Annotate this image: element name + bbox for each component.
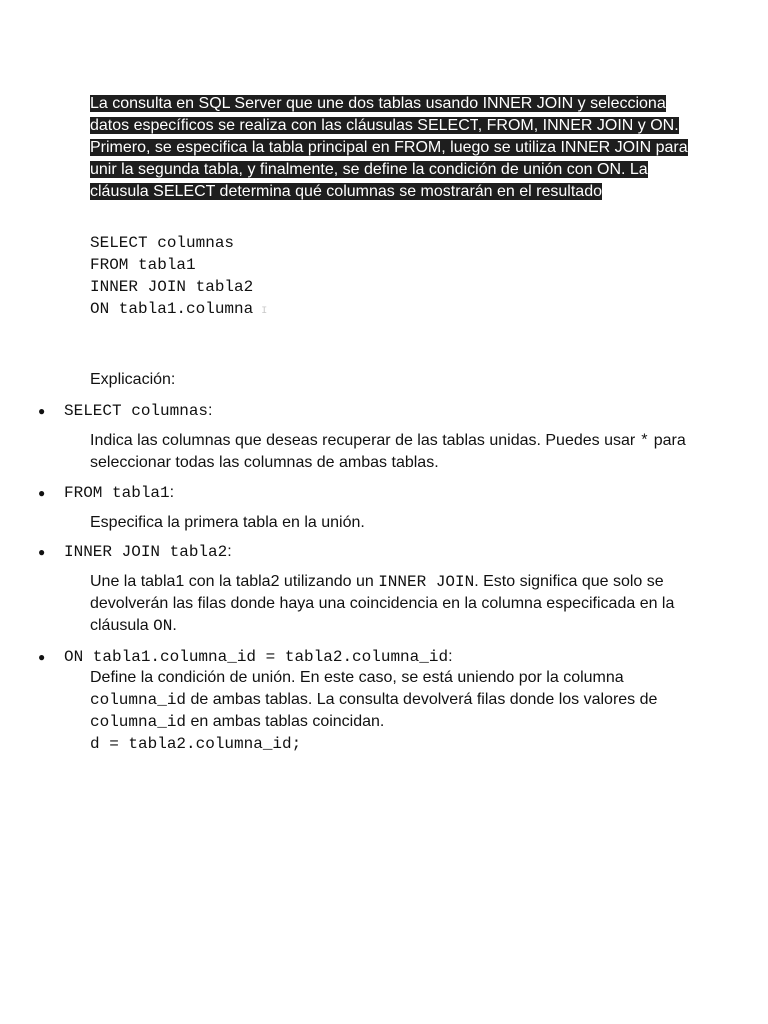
intro-text-3: , [477, 117, 487, 134]
bullet-head-code: FROM tabla1 [64, 484, 170, 502]
bullet-desc-on [90, 667, 690, 755]
intro-text-10: determina qué columnas se mostrarán en el resultado [215, 183, 602, 200]
desc-text: Define la condición de unión. En este caso, se está uniendo por la columna [90, 669, 624, 686]
intro-text-5: y [633, 117, 651, 134]
bullet-dot-icon: ● [38, 545, 46, 559]
bullet-head-suffix: : [208, 402, 213, 419]
desc-text: Une la tabla1 con la tabla2 utilizando un [90, 573, 379, 590]
desc-code: ON [153, 617, 173, 635]
intro-text-2: y selecciona datos específicos se realiza con las cláusulas [90, 95, 666, 134]
code-line-1: SELECT columnas [90, 234, 235, 252]
desc-trailing-code: d = tabla2.columna_id; [90, 735, 302, 753]
bullet-head-suffix: : [448, 648, 453, 665]
bullet-desc-from [90, 512, 690, 534]
explanation-heading: Explicación: [90, 371, 176, 388]
intro-code-select: SELECT [417, 117, 478, 134]
bullet-head [64, 541, 232, 563]
bullet-dot-icon: ● [38, 404, 46, 418]
code-line-3: INNER JOIN tabla2 [90, 278, 254, 296]
bullet-head [64, 482, 174, 504]
code-line-2: FROM tabla1 [90, 256, 196, 274]
desc-code: * [639, 432, 650, 450]
bullet-head-suffix: : [227, 543, 232, 560]
intro-code-inner-join: INNER JOIN [482, 95, 574, 112]
intro-text-1: La consulta en SQL Server que une dos tablas usando [90, 95, 483, 112]
desc-text: de ambas tablas. La consulta devolverá filas donde los valores de [186, 691, 658, 708]
bullet-head [64, 646, 453, 668]
desc-text: para seleccionar todas las columnas de ambas tablas. [90, 432, 686, 471]
desc-text: Especifica la primera tabla en la unión. [90, 514, 365, 531]
bullet-dot-icon: ● [38, 486, 46, 500]
intro-text-9: . La cláusula [90, 161, 648, 200]
text-cursor-icon: I [261, 306, 268, 317]
desc-text: en ambas tablas coincidan. [186, 713, 385, 730]
intro-code-select-2: SELECT [153, 183, 216, 200]
bullet-head [64, 400, 212, 422]
bullet-head-suffix: : [169, 484, 175, 501]
intro-code-on: ON [650, 117, 675, 134]
intro-code-inner-join-3: INNER JOIN [560, 139, 652, 156]
desc-text: . Esto significa que solo se devolverán las filas donde haya una coincidencia en la columna especificada en la cláusula [90, 573, 675, 634]
intro-text-8: para unir la segunda tabla, y finalmente, se define la condición de unión con [90, 139, 688, 178]
intro-text-4: , [533, 117, 543, 134]
intro-code-from: FROM [486, 117, 534, 134]
selected-intro-paragraph[interactable] [90, 93, 690, 203]
intro-text-7: , luego se utiliza [441, 139, 561, 156]
desc-code: INNER JOIN [378, 573, 475, 591]
desc-text: . [172, 617, 177, 634]
intro-code-on-2: ON [597, 161, 622, 178]
bullet-desc-inner-join [90, 571, 690, 637]
intro-code-from-2: FROM [394, 139, 442, 156]
code-line-4-text: ON tabla1.columna [90, 300, 254, 318]
code-line-4 [90, 298, 267, 323]
intro-code-inner-join-2: INNER JOIN [542, 117, 634, 134]
intro-text-6: . Primero, se especifica la tabla principal en [90, 117, 679, 156]
desc-code: columna_id [90, 713, 187, 731]
desc-text: Indica las columnas que deseas recuperar de las tablas unidas. Puedes usar [90, 432, 640, 449]
bullet-desc-select [90, 430, 690, 474]
bullet-dot-icon: ● [38, 650, 46, 664]
sql-code-block[interactable] [90, 232, 267, 323]
bullet-head-code: INNER JOIN tabla2 [64, 543, 228, 561]
desc-code: columna_id [90, 691, 187, 709]
bullet-head-code: ON tabla1.columna_id = tabla2.columna_id [64, 648, 449, 666]
bullet-head-code: SELECT columnas [64, 402, 209, 420]
